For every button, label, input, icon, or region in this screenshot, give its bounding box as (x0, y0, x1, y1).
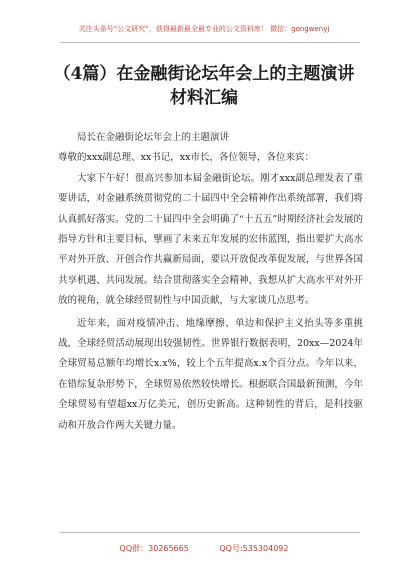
footer-qq-group: QQ群：30265665 (119, 544, 189, 553)
header-divider (60, 42, 360, 43)
speech-subtitle: 局长在金融街论坛年会上的主题演讲 (77, 132, 230, 143)
paragraph: 近年来，面对疫情冲击、地缘摩擦、单边和保护主义抬头等多重挑战，全球经贸活动展现出较强韧性。世界银行数据表明，20xx—2024年全球贸易总额年均增长x.x%，较上个五年提高x.x个百分点。今年以来，在错综复杂形势下，全球贸易依然较快增长。根据联合国最新预测，今年全球贸易有望超xx万亿美元，创历史新高。这种韧性的背后，是科技驱动和开放合作两大关键力量。 (58, 317, 363, 431)
document-body (58, 128, 363, 436)
document-title (40, 62, 368, 110)
footer-divider (60, 532, 360, 533)
title-line-1: （4篇）在金融街论坛年会上的主题演讲 (53, 64, 355, 84)
paragraph: 大家下午好！很高兴参加本届金融街论坛。刚才xxx副总理发表了重要讲话，对金融系统贯彻党的二十届四中全会精神作出系统部署，我们将认真抓好落实。党的二十届四中全会明确了“十五五”时期经济社会发展的指导方针和主要目标，擘画了未来五年发展的宏伟蓝图，指出要扩大高水平对外开放、开创合作共赢新局面，要以开放促改革促发展，与世界各国共享机遇、共同发展。结合贯彻落实全会精神，我想从扩大高水平对外开放的视角，就全球经贸韧性与中国贡献，与大家谈几点思考。 (58, 172, 363, 307)
footer-qq-number: QQ号:535304092 (219, 544, 289, 553)
header-promo-text: 关注头条号“公文研究”，获得最新最全最专业的公文资料库！ 微信：gongwenyj (78, 25, 330, 33)
footer-contact (0, 543, 408, 554)
title-line-2: 材料汇编 (170, 88, 238, 108)
salutation: 尊敬的xxx副总理、xx书记，xx市长，各位领导，各位来宾： (58, 152, 315, 164)
